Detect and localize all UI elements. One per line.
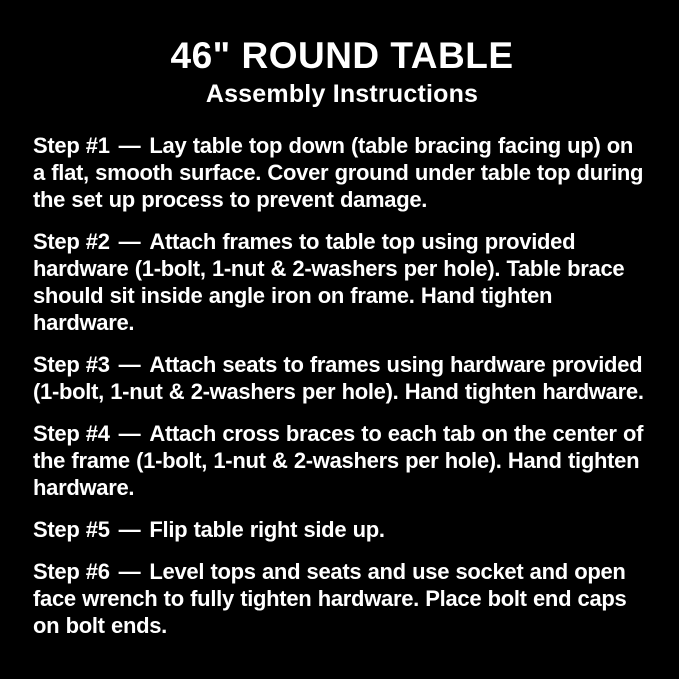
step-label: Step #6 (33, 559, 110, 584)
step-item-5 (33, 516, 651, 543)
step-separator: — (118, 133, 141, 158)
step-item-3 (33, 351, 651, 405)
step-separator: — (118, 421, 141, 446)
step-text: Lay table top down (table bracing facing up) on a flat, smooth surface. Cover ground under table top during the set up process to prevent damage. (33, 133, 644, 212)
step-label: Step #3 (33, 352, 110, 377)
step-item-4 (33, 420, 651, 501)
step-text: Flip table right side up. (149, 517, 385, 542)
step-label: Step #1 (33, 133, 110, 158)
step-text: Attach frames to table top using provided hardware (1-bolt, 1-nut & 2-washers per hole). Table brace should sit inside angle iron on frame. Hand tighten hardware. (33, 229, 625, 335)
page-title: 46" ROUND TABLE (170, 35, 514, 76)
step-separator: — (118, 352, 141, 377)
step-item-2 (33, 228, 651, 336)
steps-list (33, 132, 651, 639)
step-separator: — (118, 229, 141, 254)
step-separator: — (118, 517, 141, 542)
step-label: Step #5 (33, 517, 110, 542)
step-label: Step #4 (33, 421, 110, 446)
step-text: Attach cross braces to each tab on the center of the frame (1-bolt, 1-nut & 2-washers per hole). Hand tighten hardware. (33, 421, 644, 500)
step-label: Step #2 (33, 229, 110, 254)
page-subtitle: Assembly Instructions (205, 80, 479, 108)
step-text: Level tops and seats and use socket and open face wrench to fully tighten hardware. Place bolt end caps on bolt ends. (33, 559, 627, 638)
step-item-6 (33, 558, 651, 639)
step-item-1 (33, 132, 651, 213)
step-separator: — (118, 559, 141, 584)
step-text: Attach seats to frames using hardware provided (1-bolt, 1-nut & 2-washers per hole). Hand tighten hardware. (33, 352, 644, 404)
